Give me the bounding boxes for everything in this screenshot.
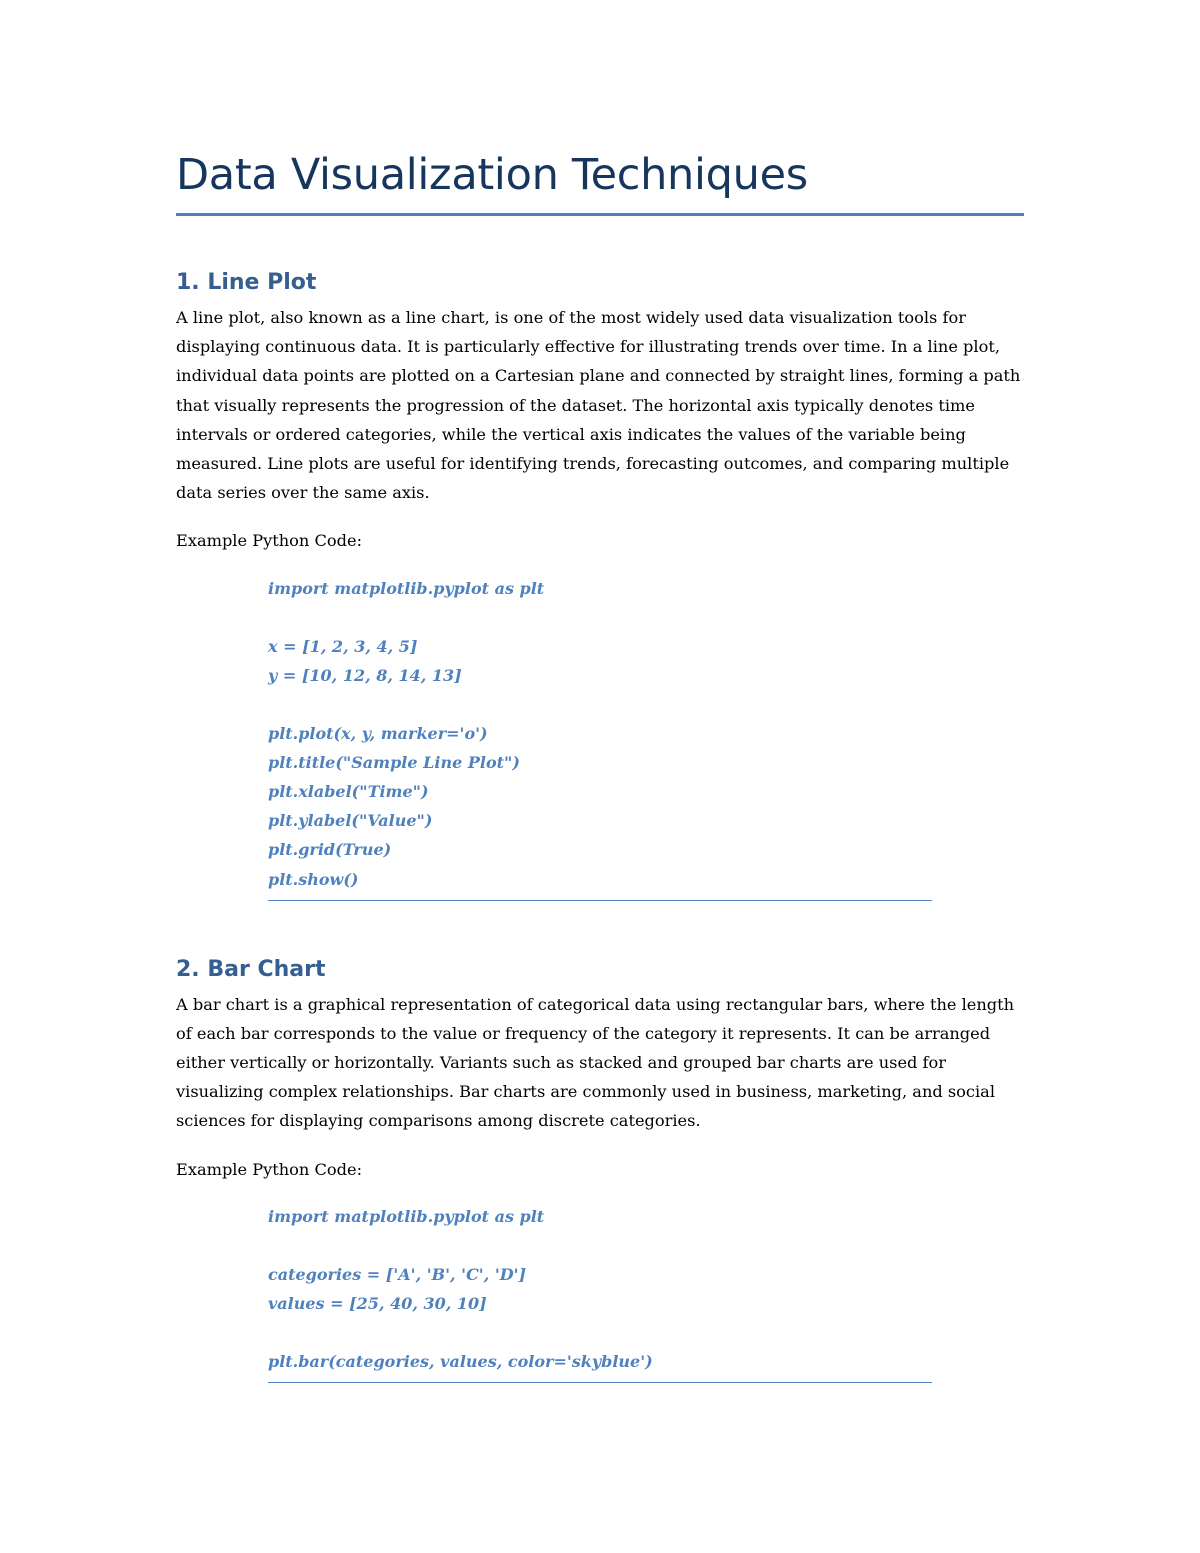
code-line bbox=[268, 690, 932, 719]
section-paragraph: A line plot, also known as a line chart, is one of the most widely used data visualization tools for displaying continuous data. It is particularly effective for illustrating trends over time. In a line plot, individual data points are plotted on a Cartesian plane and connected by straight lines, forming a path that visually represents the progression of the dataset. The horizontal axis typically denotes time intervals or ordered categories, while the vertical axis indicates the values of the variable being measured. Line plots are useful for identifying trends, forecasting outcomes, and comparing multiple data series over the same axis. bbox=[176, 308, 1021, 503]
document-body bbox=[176, 142, 1026, 1383]
code-line: plt.xlabel("Time") bbox=[268, 782, 429, 802]
code-line: y = [10, 12, 8, 14, 13] bbox=[268, 665, 462, 685]
code-line: import matplotlib.pyplot as plt bbox=[268, 1206, 545, 1226]
code-line: plt.show() bbox=[268, 869, 359, 889]
code-block bbox=[268, 1202, 932, 1384]
example-label: Example Python Code: bbox=[176, 1159, 363, 1179]
code-line: values = [25, 40, 30, 10] bbox=[268, 1294, 487, 1314]
example-label: Example Python Code: bbox=[176, 531, 363, 551]
code-line: import matplotlib.pyplot as plt bbox=[268, 578, 545, 598]
title-underline bbox=[176, 213, 1024, 216]
document-title: Data Visualization Techniques bbox=[176, 150, 808, 200]
code-line: plt.title("Sample Line Plot") bbox=[268, 753, 520, 773]
section-line-plot bbox=[176, 267, 1026, 901]
code-line: plt.grid(True) bbox=[268, 840, 392, 860]
code-line bbox=[268, 1318, 932, 1347]
section-heading: 2. Bar Chart bbox=[176, 956, 326, 982]
code-block bbox=[268, 574, 932, 901]
section-heading: 1. Line Plot bbox=[176, 270, 317, 295]
code-line: plt.plot(x, y, marker='o') bbox=[268, 724, 488, 744]
section-bar-chart bbox=[176, 954, 1026, 1384]
section-paragraph: A bar chart is a graphical representation of categorical data using rectangular bars, where the length of each bar corresponds to the value or frequency of the category it represents. It can be arranged either vertically or horizontally. Variants such as stacked and grouped bar charts are used for visualizing complex relationships. Bar charts are commonly used in business, marketing, and social sciences for displaying comparisons among discrete categories. bbox=[176, 994, 1015, 1131]
code-line: x = [1, 2, 3, 4, 5] bbox=[268, 636, 418, 656]
code-line: categories = ['A', 'B', 'C', 'D'] bbox=[268, 1265, 527, 1285]
code-line bbox=[268, 603, 932, 632]
code-line: plt.ylabel("Value") bbox=[268, 811, 433, 831]
code-line bbox=[268, 1231, 932, 1260]
code-line: plt.bar(categories, values, color='skyblue') bbox=[268, 1352, 653, 1372]
